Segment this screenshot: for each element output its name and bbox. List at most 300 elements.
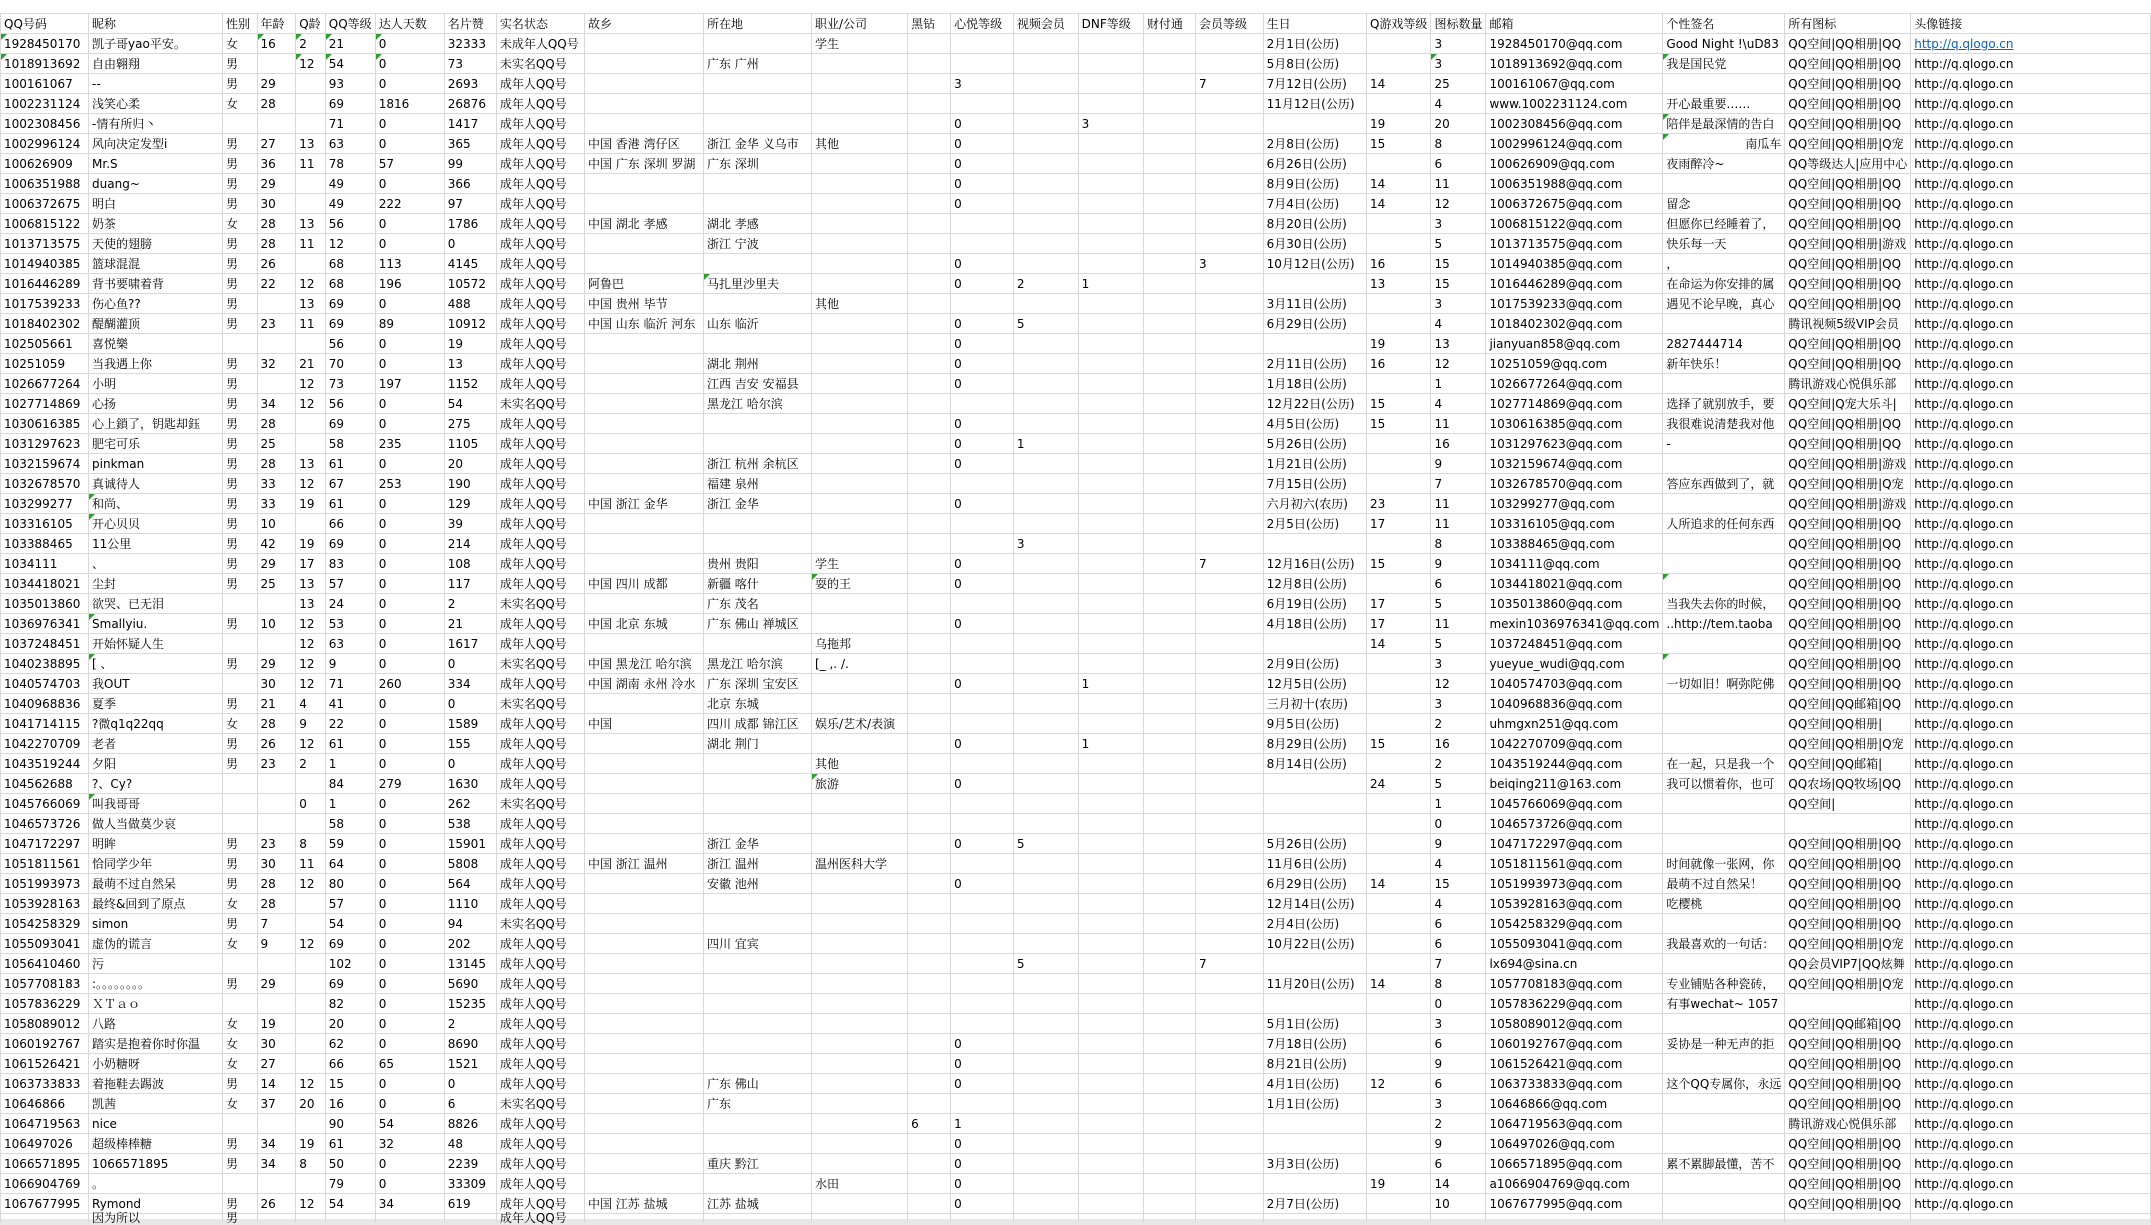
cell-bday[interactable]: 2月11日(公历) (1263, 354, 1366, 374)
cell-nick[interactable]: 八路 (89, 1014, 223, 1034)
cell-bday[interactable] (1263, 814, 1366, 834)
cell-bday[interactable]: 4月18日(公历) (1263, 614, 1366, 634)
cell-sp[interactable] (1013, 874, 1078, 894)
cell-url[interactable]: http://q.qlogo.cn (1911, 534, 2151, 554)
cell-url[interactable]: http://q.qlogo.cn (1911, 94, 2151, 114)
cell-real[interactable]: 成年人QQ号 (496, 894, 584, 914)
cell-zan[interactable]: 1786 (444, 214, 496, 234)
cell-qg[interactable] (1366, 534, 1430, 554)
cell-daren[interactable]: 0 (375, 34, 444, 54)
cell-hz[interactable] (908, 494, 951, 514)
cell-icons[interactable]: QQ空间|QQ相册|QQ (1785, 214, 1911, 234)
cell-real[interactable]: 成年人QQ号 (496, 814, 584, 834)
cell-url[interactable]: http://q.qlogo.cn (1911, 194, 2151, 214)
cell-sex[interactable]: 男 (222, 254, 257, 274)
cell-dnf[interactable] (1078, 854, 1143, 874)
cell-loc[interactable]: 广东 (703, 1094, 811, 1114)
cell-dnf[interactable]: 1 (1078, 674, 1143, 694)
cell-mail[interactable]: 1032678570@qq.com (1486, 474, 1663, 494)
cell-cft[interactable] (1143, 174, 1195, 194)
cell-vip[interactable]: 7 (1195, 954, 1263, 974)
cell-bday[interactable] (1263, 334, 1366, 354)
cell-mail[interactable]: 1043519244@qq.com (1486, 754, 1663, 774)
cell-daren[interactable]: 0 (375, 294, 444, 314)
cell-qage[interactable]: 12 (296, 1194, 326, 1214)
col-header-icnt[interactable]: 图标数量 (1431, 14, 1486, 34)
cell-cft[interactable] (1143, 214, 1195, 234)
cell-mail[interactable]: 1063733833@qq.com (1486, 1074, 1663, 1094)
cell-cft[interactable] (1143, 114, 1195, 134)
cell-sp[interactable] (1013, 674, 1078, 694)
cell-dnf[interactable] (1078, 214, 1143, 234)
cell-url[interactable]: http://q.qlogo.cn (1911, 214, 2151, 234)
cell-dnf[interactable] (1078, 454, 1143, 474)
cell-qq[interactable]: 1042270709 (1, 734, 89, 754)
cell-home[interactable] (584, 474, 703, 494)
cell-home[interactable] (584, 554, 703, 574)
cell-cft[interactable] (1143, 1174, 1195, 1194)
cell-qq[interactable]: 1006372675 (1, 194, 89, 214)
cell-loc[interactable] (703, 794, 811, 814)
cell-loc[interactable] (703, 434, 811, 454)
cell-loc[interactable]: 浙江 杭州 余杭区 (703, 454, 811, 474)
cell-xy[interactable] (951, 54, 1014, 74)
cell-daren[interactable]: 0 (375, 814, 444, 834)
cell-sig[interactable]: 最萌不过自然呆！ (1663, 874, 1785, 894)
cell-home[interactable]: 阿鲁巴 (584, 274, 703, 294)
cell-icons[interactable] (1785, 994, 1911, 1014)
cell-age[interactable]: 36 (257, 154, 296, 174)
cell-sex[interactable]: 女 (222, 1054, 257, 1074)
cell-mail[interactable]: 1042270709@qq.com (1486, 734, 1663, 754)
cell-qg[interactable]: 14 (1366, 74, 1430, 94)
cell-vip[interactable] (1195, 134, 1263, 154)
cell-hz[interactable] (908, 94, 951, 114)
cell-url[interactable]: http://q.qlogo.cn (1911, 754, 2151, 774)
cell-job[interactable] (812, 374, 908, 394)
cell-vip[interactable] (1195, 454, 1263, 474)
cell-mail[interactable]: 1035013860@qq.com (1486, 594, 1663, 614)
cell-qq[interactable]: 1051811561 (1, 854, 89, 874)
cell-loc[interactable]: 山东 临沂 (703, 314, 811, 334)
cell-bday[interactable]: 5月26日(公历) (1263, 834, 1366, 854)
cell-loc[interactable] (703, 1054, 811, 1074)
cell-daren[interactable]: 0 (375, 834, 444, 854)
cell-sp[interactable] (1013, 1214, 1078, 1224)
cell-lvl[interactable]: 69 (325, 974, 375, 994)
cell-qage[interactable]: 11 (296, 234, 326, 254)
cell-cft[interactable] (1143, 1014, 1195, 1034)
cell-mail[interactable]: 1013713575@qq.com (1486, 234, 1663, 254)
cell-sig[interactable]: 在命运为你安排的属 (1663, 274, 1785, 294)
cell-sig[interactable]: 2827444714 (1663, 334, 1785, 354)
cell-real[interactable]: 成年人QQ号 (496, 754, 584, 774)
cell-bday[interactable]: 2月4日(公历) (1263, 914, 1366, 934)
cell-zan[interactable]: 0 (444, 234, 496, 254)
cell-nick[interactable]: 叫我哥哥 (89, 794, 223, 814)
cell-daren[interactable]: 113 (375, 254, 444, 274)
cell-sex[interactable]: 男 (222, 434, 257, 454)
cell-real[interactable]: 成年人QQ号 (496, 494, 584, 514)
cell-sp[interactable] (1013, 594, 1078, 614)
cell-daren[interactable]: 0 (375, 174, 444, 194)
cell-url[interactable]: http://q.qlogo.cn (1911, 54, 2151, 74)
cell-cft[interactable] (1143, 1194, 1195, 1214)
cell-home[interactable] (584, 334, 703, 354)
cell-url[interactable]: http://q.qlogo.cn (1911, 34, 2151, 54)
cell-sig[interactable]: 妥协是一种无声的拒 (1663, 1034, 1785, 1054)
cell-vip[interactable] (1195, 494, 1263, 514)
cell-daren[interactable]: 1816 (375, 94, 444, 114)
cell-job[interactable] (812, 1194, 908, 1214)
cell-hz[interactable] (908, 214, 951, 234)
cell-url[interactable]: http://q.qlogo.cn (1911, 1194, 2151, 1214)
cell-icons[interactable]: QQ空间|QQ相册|QQ (1785, 1194, 1911, 1214)
cell-qq[interactable]: 1060192767 (1, 1034, 89, 1054)
cell-zan[interactable]: 129 (444, 494, 496, 514)
cell-sp[interactable] (1013, 114, 1078, 134)
cell-xy[interactable]: 0 (951, 334, 1014, 354)
cell-vip[interactable] (1195, 1094, 1263, 1114)
cell-sex[interactable]: 男 (222, 234, 257, 254)
cell-age[interactable] (257, 374, 296, 394)
cell-sex[interactable]: 男 (222, 1134, 257, 1154)
cell-vip[interactable] (1195, 1174, 1263, 1194)
cell-age[interactable] (257, 994, 296, 1014)
cell-dnf[interactable] (1078, 994, 1143, 1014)
cell-job[interactable] (812, 534, 908, 554)
cell-nick[interactable]: 、 (89, 554, 223, 574)
cell-job[interactable]: 学生 (812, 554, 908, 574)
cell-lvl[interactable]: 50 (325, 1154, 375, 1174)
cell-mail[interactable]: 103388465@qq.com (1486, 534, 1663, 554)
cell-loc[interactable]: 北京 东城 (703, 694, 811, 714)
cell-real[interactable]: 成年人QQ号 (496, 514, 584, 534)
cell-loc[interactable] (703, 1134, 811, 1154)
cell-bday[interactable]: 1月21日(公历) (1263, 454, 1366, 474)
cell-sex[interactable]: 男 (222, 414, 257, 434)
cell-hz[interactable] (908, 574, 951, 594)
cell-sex[interactable] (222, 334, 257, 354)
cell-qq[interactable]: 106497026 (1, 1134, 89, 1154)
cell-url[interactable]: http://q.qlogo.cn (1911, 994, 2151, 1014)
cell-zan[interactable]: 48 (444, 1134, 496, 1154)
cell-vip[interactable] (1195, 674, 1263, 694)
cell-daren[interactable]: 0 (375, 394, 444, 414)
cell-vip[interactable] (1195, 694, 1263, 714)
cell-qage[interactable]: 13 (296, 574, 326, 594)
cell-mail[interactable]: 1054258329@qq.com (1486, 914, 1663, 934)
cell-home[interactable] (584, 874, 703, 894)
cell-icnt[interactable]: 6 (1431, 1034, 1486, 1054)
cell-mail[interactable]: 103316105@qq.com (1486, 514, 1663, 534)
cell-lvl[interactable]: 56 (325, 214, 375, 234)
cell-qg[interactable] (1366, 54, 1430, 74)
cell-qq[interactable]: 1037248451 (1, 634, 89, 654)
cell-zan[interactable] (444, 1214, 496, 1224)
cell-sig[interactable] (1663, 734, 1785, 754)
cell-cft[interactable] (1143, 394, 1195, 414)
cell-real[interactable]: 成年人QQ号 (496, 1174, 584, 1194)
cell-hz[interactable] (908, 774, 951, 794)
cell-zan[interactable]: 10572 (444, 274, 496, 294)
cell-age[interactable] (257, 814, 296, 834)
cell-job[interactable] (812, 834, 908, 854)
cell-vip[interactable]: 7 (1195, 554, 1263, 574)
cell-url[interactable]: http://q.qlogo.cn (1911, 234, 2151, 254)
cell-qage[interactable]: 11 (296, 314, 326, 334)
cell-qq[interactable]: 1054258329 (1, 914, 89, 934)
cell-dnf[interactable] (1078, 714, 1143, 734)
cell-sig[interactable] (1663, 1174, 1785, 1194)
cell-zan[interactable]: 15235 (444, 994, 496, 1014)
cell-sp[interactable] (1013, 1034, 1078, 1054)
cell-qg[interactable] (1366, 574, 1430, 594)
cell-nick[interactable]: 恰同学少年 (89, 854, 223, 874)
cell-cft[interactable] (1143, 614, 1195, 634)
cell-hz[interactable] (908, 914, 951, 934)
col-header-sp[interactable]: 视频会员 (1013, 14, 1078, 34)
cell-sp[interactable] (1013, 994, 1078, 1014)
cell-age[interactable]: 30 (257, 674, 296, 694)
cell-qq[interactable]: 1058089012 (1, 1014, 89, 1034)
cell-icnt[interactable]: 16 (1431, 734, 1486, 754)
cell-url[interactable]: http://q.qlogo.cn (1911, 934, 2151, 954)
cell-hz[interactable] (908, 994, 951, 1014)
cell-dnf[interactable] (1078, 774, 1143, 794)
cell-qage[interactable]: 13 (296, 214, 326, 234)
cell-qq[interactable]: 1006351988 (1, 174, 89, 194)
cell-qage[interactable]: 2 (296, 34, 326, 54)
cell-xy[interactable] (951, 1014, 1014, 1034)
cell-vip[interactable]: 3 (1195, 254, 1263, 274)
cell-job[interactable] (812, 894, 908, 914)
cell-sex[interactable]: 男 (222, 294, 257, 314)
cell-dnf[interactable] (1078, 434, 1143, 454)
cell-sig[interactable] (1663, 1194, 1785, 1214)
cell-sp[interactable]: 2 (1013, 274, 1078, 294)
cell-sp[interactable]: 1 (1013, 434, 1078, 454)
cell-vip[interactable] (1195, 194, 1263, 214)
cell-vip[interactable] (1195, 874, 1263, 894)
cell-icons[interactable]: QQ空间|QQ相册|QQ (1785, 354, 1911, 374)
cell-daren[interactable]: 54 (375, 1114, 444, 1134)
cell-loc[interactable] (703, 1214, 811, 1224)
cell-home[interactable] (584, 1214, 703, 1224)
cell-sp[interactable] (1013, 974, 1078, 994)
cell-loc[interactable] (703, 774, 811, 794)
cell-qage[interactable] (296, 954, 326, 974)
cell-icnt[interactable]: 3 (1431, 54, 1486, 74)
cell-hz[interactable] (908, 254, 951, 274)
cell-qage[interactable]: 13 (296, 294, 326, 314)
cell-job[interactable] (812, 254, 908, 274)
cell-sex[interactable]: 男 (222, 154, 257, 174)
cell-nick[interactable]: ?微q1q22qq (89, 714, 223, 734)
cell-icons[interactable]: QQ空间|QQ相册|QQ (1785, 514, 1911, 534)
cell-qage[interactable] (296, 1114, 326, 1134)
cell-zan[interactable]: 8690 (444, 1034, 496, 1054)
cell-sp[interactable] (1013, 374, 1078, 394)
cell-dnf[interactable] (1078, 314, 1143, 334)
cell-url[interactable] (1911, 1214, 2151, 1224)
cell-icnt[interactable]: 6 (1431, 574, 1486, 594)
cell-hz[interactable] (908, 134, 951, 154)
cell-icnt[interactable]: 4 (1431, 894, 1486, 914)
cell-hz[interactable] (908, 654, 951, 674)
cell-dnf[interactable] (1078, 594, 1143, 614)
cell-dnf[interactable] (1078, 1114, 1143, 1134)
cell-lvl[interactable]: 61 (325, 1134, 375, 1154)
cell-sex[interactable]: 男 (222, 354, 257, 374)
cell-job[interactable] (812, 334, 908, 354)
cell-xy[interactable]: 0 (951, 374, 1014, 394)
cell-daren[interactable]: 0 (375, 234, 444, 254)
cell-qq[interactable]: 1064719563 (1, 1114, 89, 1134)
cell-real[interactable]: 未实名QQ号 (496, 914, 584, 934)
cell-mail[interactable]: 100161067@qq.com (1486, 74, 1663, 94)
cell-daren[interactable]: 0 (375, 134, 444, 154)
cell-mail[interactable]: 1026677264@qq.com (1486, 374, 1663, 394)
cell-qg[interactable]: 14 (1366, 634, 1430, 654)
cell-url[interactable]: http://q.qlogo.cn (1911, 954, 2151, 974)
cell-sp[interactable] (1013, 94, 1078, 114)
cell-loc[interactable] (703, 334, 811, 354)
cell-cft[interactable] (1143, 794, 1195, 814)
col-header-nick[interactable]: 昵称 (89, 14, 223, 34)
cell-qg[interactable] (1366, 1214, 1430, 1224)
cell-xy[interactable] (951, 594, 1014, 614)
cell-url[interactable]: http://q.qlogo.cn (1911, 734, 2151, 754)
cell-icnt[interactable]: 8 (1431, 134, 1486, 154)
cell-dnf[interactable] (1078, 1194, 1143, 1214)
cell-lvl[interactable]: 1 (325, 754, 375, 774)
cell-sp[interactable] (1013, 814, 1078, 834)
cell-bday[interactable] (1263, 1214, 1366, 1224)
cell-lvl[interactable]: 78 (325, 154, 375, 174)
cell-qage[interactable]: 20 (296, 1094, 326, 1114)
cell-sp[interactable] (1013, 34, 1078, 54)
cell-lvl[interactable]: 49 (325, 194, 375, 214)
cell-sp[interactable] (1013, 654, 1078, 674)
cell-job[interactable] (812, 694, 908, 714)
cell-cft[interactable] (1143, 34, 1195, 54)
cell-lvl[interactable]: 16 (325, 1094, 375, 1114)
cell-bday[interactable]: 2月7日(公历) (1263, 1194, 1366, 1214)
cell-xy[interactable]: 1 (951, 1114, 1014, 1134)
cell-home[interactable]: 中国 (584, 714, 703, 734)
cell-sig[interactable] (1663, 1214, 1785, 1224)
cell-loc[interactable]: 四川 宜宾 (703, 934, 811, 954)
cell-icons[interactable]: QQ空间|QQ相册|QQ (1785, 654, 1911, 674)
cell-daren[interactable]: 0 (375, 894, 444, 914)
cell-sig[interactable]: 人所追求的任何东西 (1663, 514, 1785, 534)
cell-lvl[interactable]: 63 (325, 634, 375, 654)
cell-loc[interactable] (703, 514, 811, 534)
cell-hz[interactable] (908, 734, 951, 754)
cell-xy[interactable] (951, 214, 1014, 234)
col-header-icons[interactable]: 所有图标 (1785, 14, 1911, 34)
cell-qq[interactable]: 1002996124 (1, 134, 89, 154)
cell-sig[interactable]: 我是国民党 (1663, 54, 1785, 74)
cell-daren[interactable]: 32 (375, 1134, 444, 1154)
cell-cft[interactable] (1143, 674, 1195, 694)
cell-home[interactable] (584, 1154, 703, 1174)
cell-dnf[interactable] (1078, 234, 1143, 254)
cell-bday[interactable]: 1月18日(公历) (1263, 374, 1366, 394)
cell-lvl[interactable]: 56 (325, 334, 375, 354)
cell-xy[interactable]: 0 (951, 874, 1014, 894)
cell-icnt[interactable]: 0 (1431, 814, 1486, 834)
cell-url[interactable]: http://q.qlogo.cn (1911, 1134, 2151, 1154)
cell-daren[interactable]: 197 (375, 374, 444, 394)
cell-job[interactable] (812, 1014, 908, 1034)
cell-lvl[interactable]: 71 (325, 114, 375, 134)
cell-hz[interactable] (908, 834, 951, 854)
cell-cft[interactable] (1143, 934, 1195, 954)
cell-job[interactable] (812, 514, 908, 534)
cell-real[interactable]: 成年人QQ号 (496, 274, 584, 294)
cell-sp[interactable] (1013, 1134, 1078, 1154)
cell-sex[interactable]: 女 (222, 714, 257, 734)
cell-url[interactable]: http://q.qlogo.cn (1911, 834, 2151, 854)
cell-qage[interactable] (296, 774, 326, 794)
col-header-mail[interactable]: 邮箱 (1486, 14, 1663, 34)
cell-hz[interactable] (908, 634, 951, 654)
cell-qq[interactable]: 1055093041 (1, 934, 89, 954)
cell-sex[interactable]: 男 (222, 314, 257, 334)
cell-qg[interactable] (1366, 694, 1430, 714)
cell-loc[interactable] (703, 954, 811, 974)
cell-lvl[interactable]: 21 (325, 34, 375, 54)
cell-zan[interactable]: 0 (444, 754, 496, 774)
cell-loc[interactable]: 黑龙江 哈尔滨 (703, 394, 811, 414)
cell-home[interactable] (584, 454, 703, 474)
cell-icnt[interactable]: 6 (1431, 1154, 1486, 1174)
cell-daren[interactable]: 0 (375, 1094, 444, 1114)
cell-job[interactable]: 其他 (812, 294, 908, 314)
cell-cft[interactable] (1143, 514, 1195, 534)
cell-daren[interactable]: 57 (375, 154, 444, 174)
cell-sig[interactable]: 南瓜车 (1663, 134, 1785, 154)
cell-daren[interactable]: 0 (375, 694, 444, 714)
cell-home[interactable]: 中国 山东 临沂 河东 (584, 314, 703, 334)
cell-home[interactable]: 中国 香港 湾仔区 (584, 134, 703, 154)
cell-qage[interactable] (296, 414, 326, 434)
cell-job[interactable] (812, 1094, 908, 1114)
cell-hz[interactable] (908, 1214, 951, 1224)
cell-real[interactable]: 成年人QQ号 (496, 834, 584, 854)
cell-nick[interactable]: 凯子哥yao平安。 (89, 34, 223, 54)
cell-sig[interactable]: 开心最重要…… (1663, 94, 1785, 114)
cell-real[interactable]: 成年人QQ号 (496, 1054, 584, 1074)
cell-sp[interactable] (1013, 254, 1078, 274)
cell-xy[interactable]: 0 (951, 554, 1014, 574)
cell-cft[interactable] (1143, 574, 1195, 594)
cell-daren[interactable]: 0 (375, 354, 444, 374)
cell-icons[interactable] (1785, 814, 1911, 834)
cell-lvl[interactable]: 80 (325, 874, 375, 894)
cell-url[interactable]: http://q.qlogo.cn (1911, 694, 2151, 714)
cell-qage[interactable]: 19 (296, 534, 326, 554)
cell-sig[interactable] (1663, 834, 1785, 854)
cell-daren[interactable]: 65 (375, 1054, 444, 1074)
cell-home[interactable] (584, 994, 703, 1014)
cell-cft[interactable] (1143, 354, 1195, 374)
cell-qage[interactable]: 11 (296, 854, 326, 874)
cell-icons[interactable]: QQ空间|Q宠大乐斗| (1785, 394, 1911, 414)
cell-xy[interactable]: 0 (951, 734, 1014, 754)
